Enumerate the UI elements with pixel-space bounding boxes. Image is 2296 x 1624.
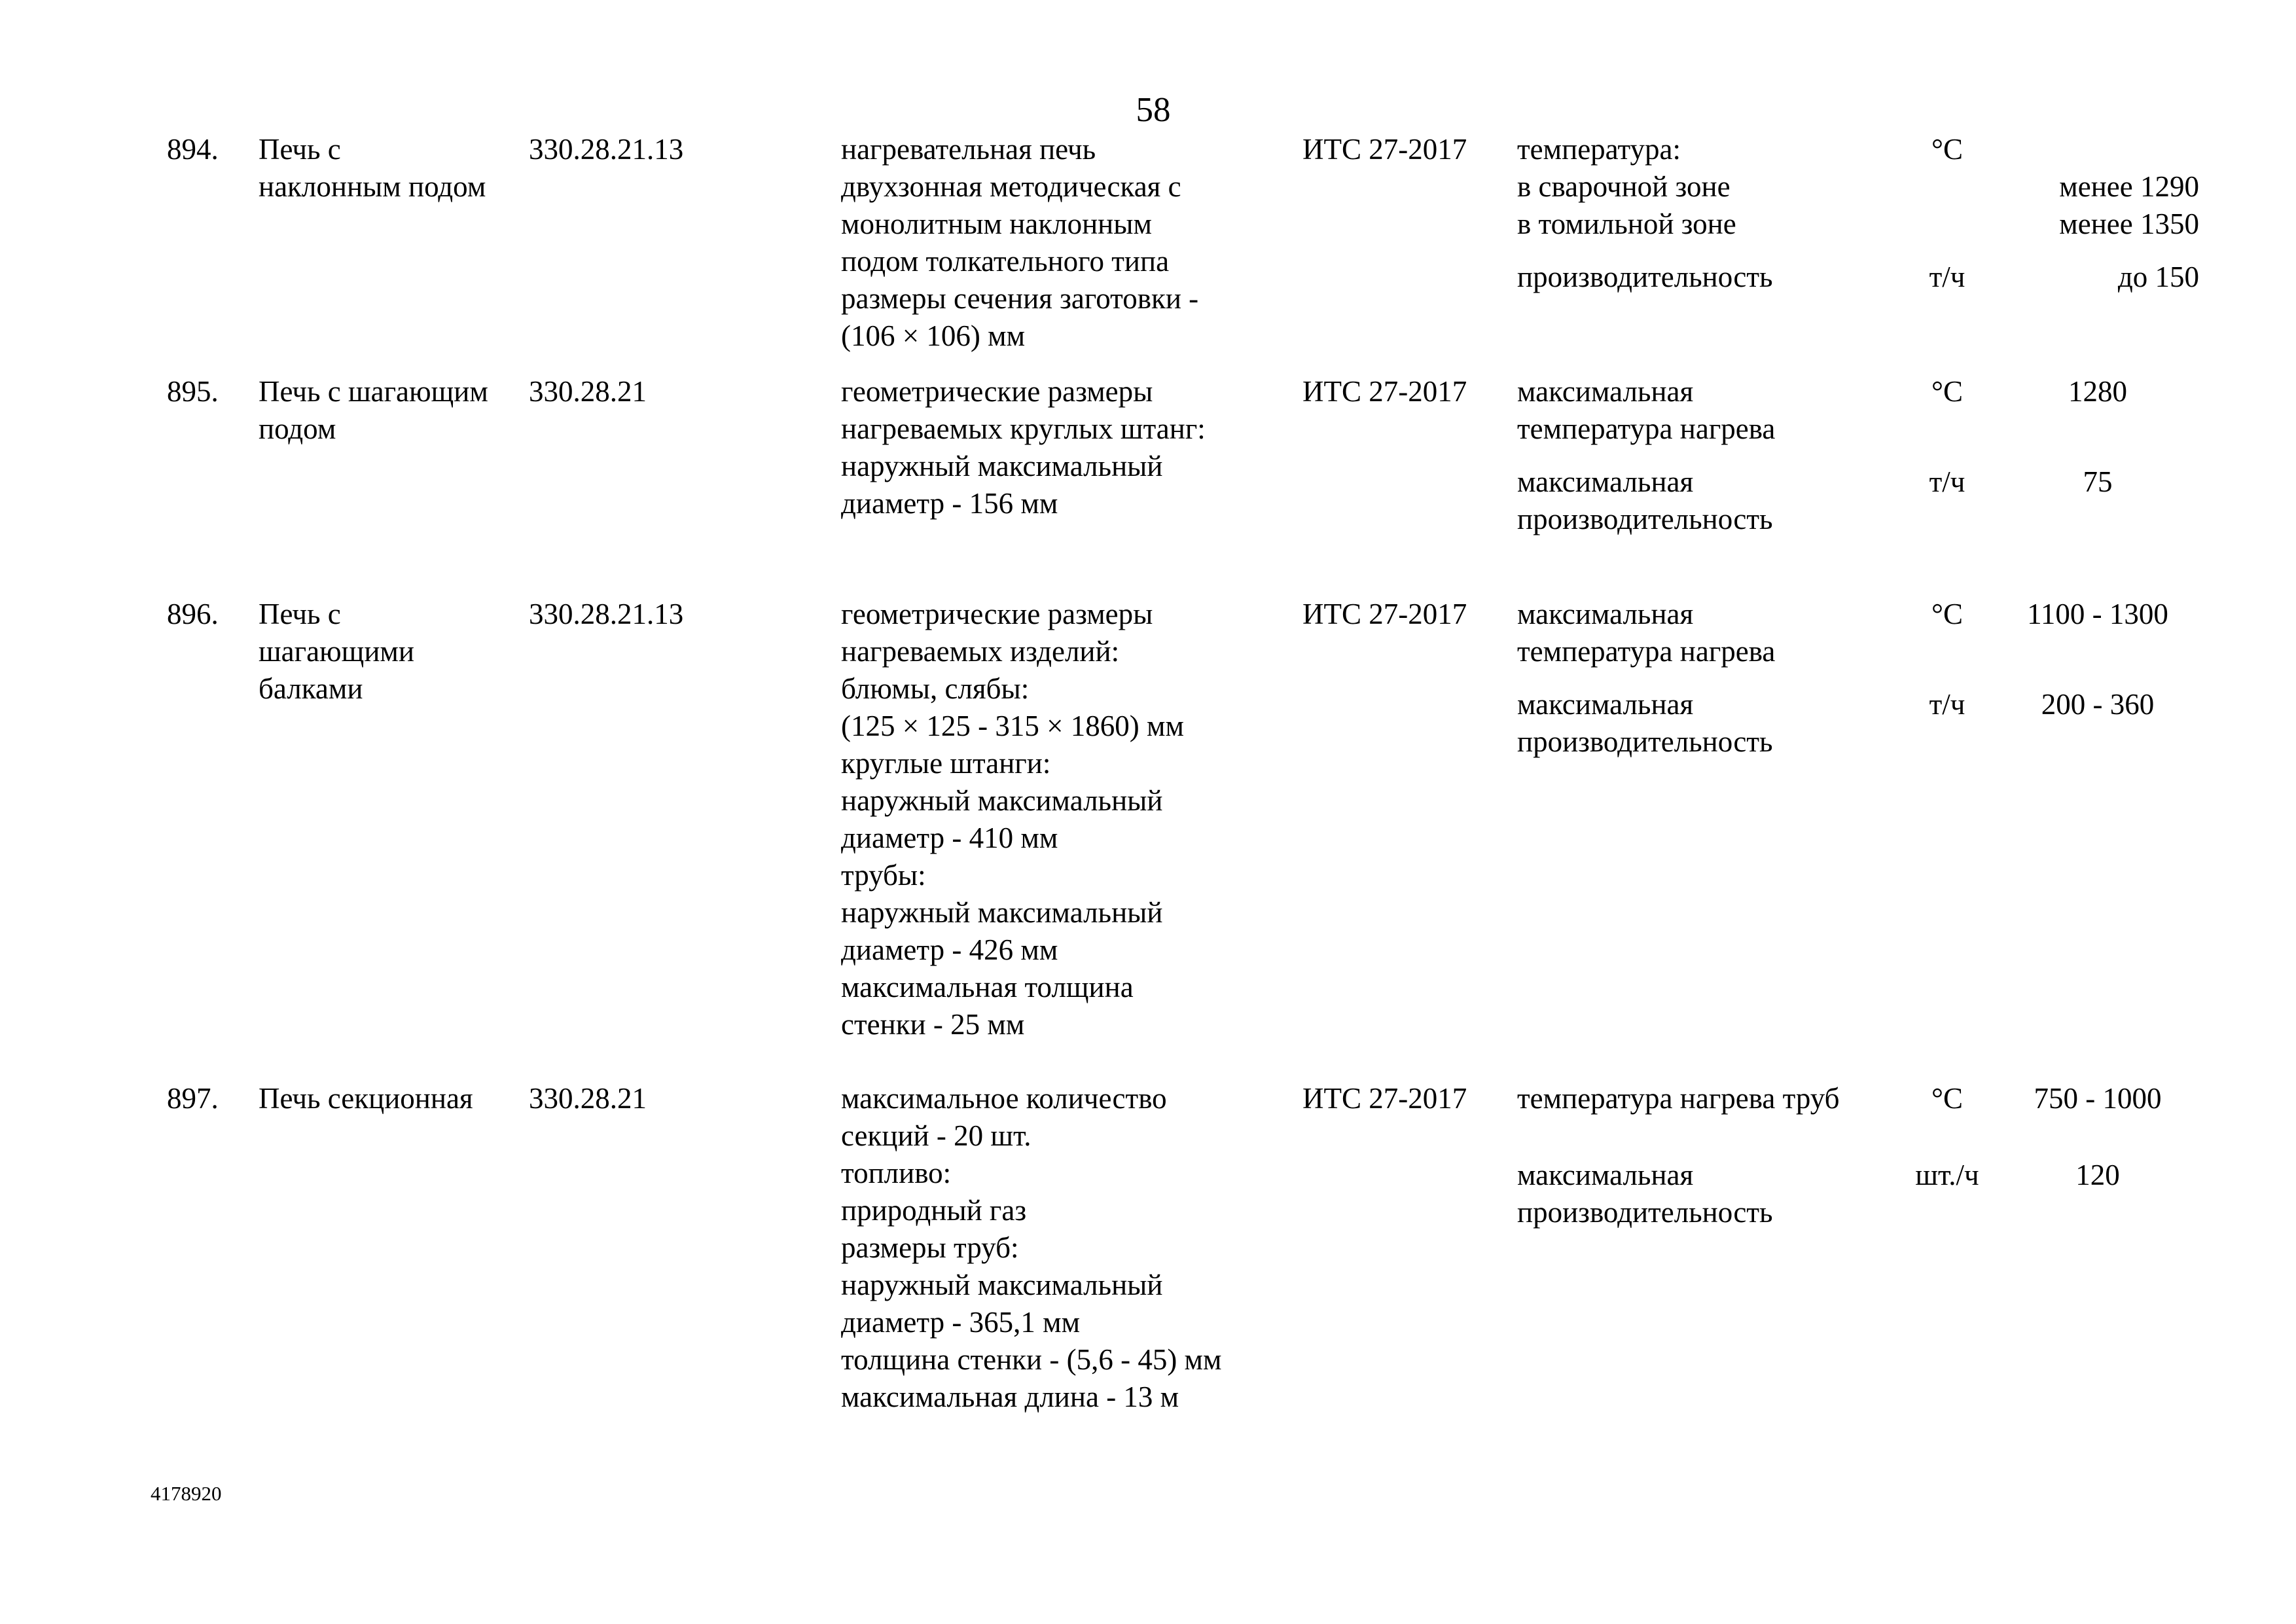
okpd-code: 330.28.21: [529, 1082, 647, 1115]
values: менее 1290 менее 1350 до 150: [2059, 170, 2199, 293]
equipment-name: Печь с шагающим подом: [259, 375, 488, 445]
row-number: 896.: [167, 598, 219, 630]
units: °С т/ч: [1929, 598, 1965, 721]
okpd-code: 330.28.21: [529, 375, 647, 408]
values: 1100 - 1300 200 - 360: [2027, 598, 2168, 721]
values: 750 - 1000 120: [2034, 1082, 2162, 1191]
row-number: 897.: [167, 1082, 219, 1115]
description: геометрические размеры нагреваемых изделий: блюмы, слябы: (125 × 125 - 315 × 1860) мм круглые штанги: наружный максимальный диаметр - 410 мм трубы: наружный максимальный диаметр - 426 мм максимальная толщина стенки - 25 мм: [841, 598, 1184, 1041]
equipment-name: Печь с шагающими балками: [259, 598, 414, 705]
page-number: 58: [1136, 91, 1171, 129]
its-standard: ИТС 27-2017: [1302, 1082, 1467, 1115]
values: 1280 75: [2068, 375, 2127, 498]
row-number: 894.: [167, 133, 219, 166]
its-standard: ИТС 27-2017: [1302, 375, 1467, 408]
okpd-code: 330.28.21.13: [529, 133, 684, 166]
its-standard: ИТС 27-2017: [1302, 598, 1467, 630]
its-standard: ИТС 27-2017: [1302, 133, 1467, 166]
units: °С шт./ч: [1915, 1082, 1979, 1191]
description: геометрические размеры нагреваемых круглых штанг: наружный максимальный диаметр - 156 мм: [841, 375, 1206, 520]
parameters: максимальная температура нагрева максимальная производительность: [1517, 375, 1776, 535]
description: максимальное количество секций - 20 шт. топливо: природный газ размеры труб: наружный максимальный диаметр - 365,1 мм толщина стенки - (5,6 - 45) мм максимальная длина - 13 м: [841, 1082, 1222, 1413]
parameters: температура: в сварочной зоне в томильной зоне производительность: [1517, 133, 1773, 293]
okpd-code: 330.28.21.13: [529, 598, 684, 630]
description: нагревательная печь двухзонная методическая с монолитным наклонным подом толкательного типа размеры сечения заготовки - (106 × 106) мм: [841, 133, 1199, 352]
units: °С т/ч: [1929, 375, 1965, 498]
document-code: 4178920: [151, 1482, 222, 1505]
equipment-name: Печь с наклонным подом: [259, 133, 486, 203]
equipment-name: Печь секционная: [259, 1082, 473, 1115]
parameters: температура нагрева труб максимальная производительность: [1517, 1082, 1840, 1229]
parameters: максимальная температура нагрева максимальная производительность: [1517, 598, 1776, 758]
units: °С т/ч: [1929, 133, 1965, 293]
row-number: 895.: [167, 375, 219, 408]
